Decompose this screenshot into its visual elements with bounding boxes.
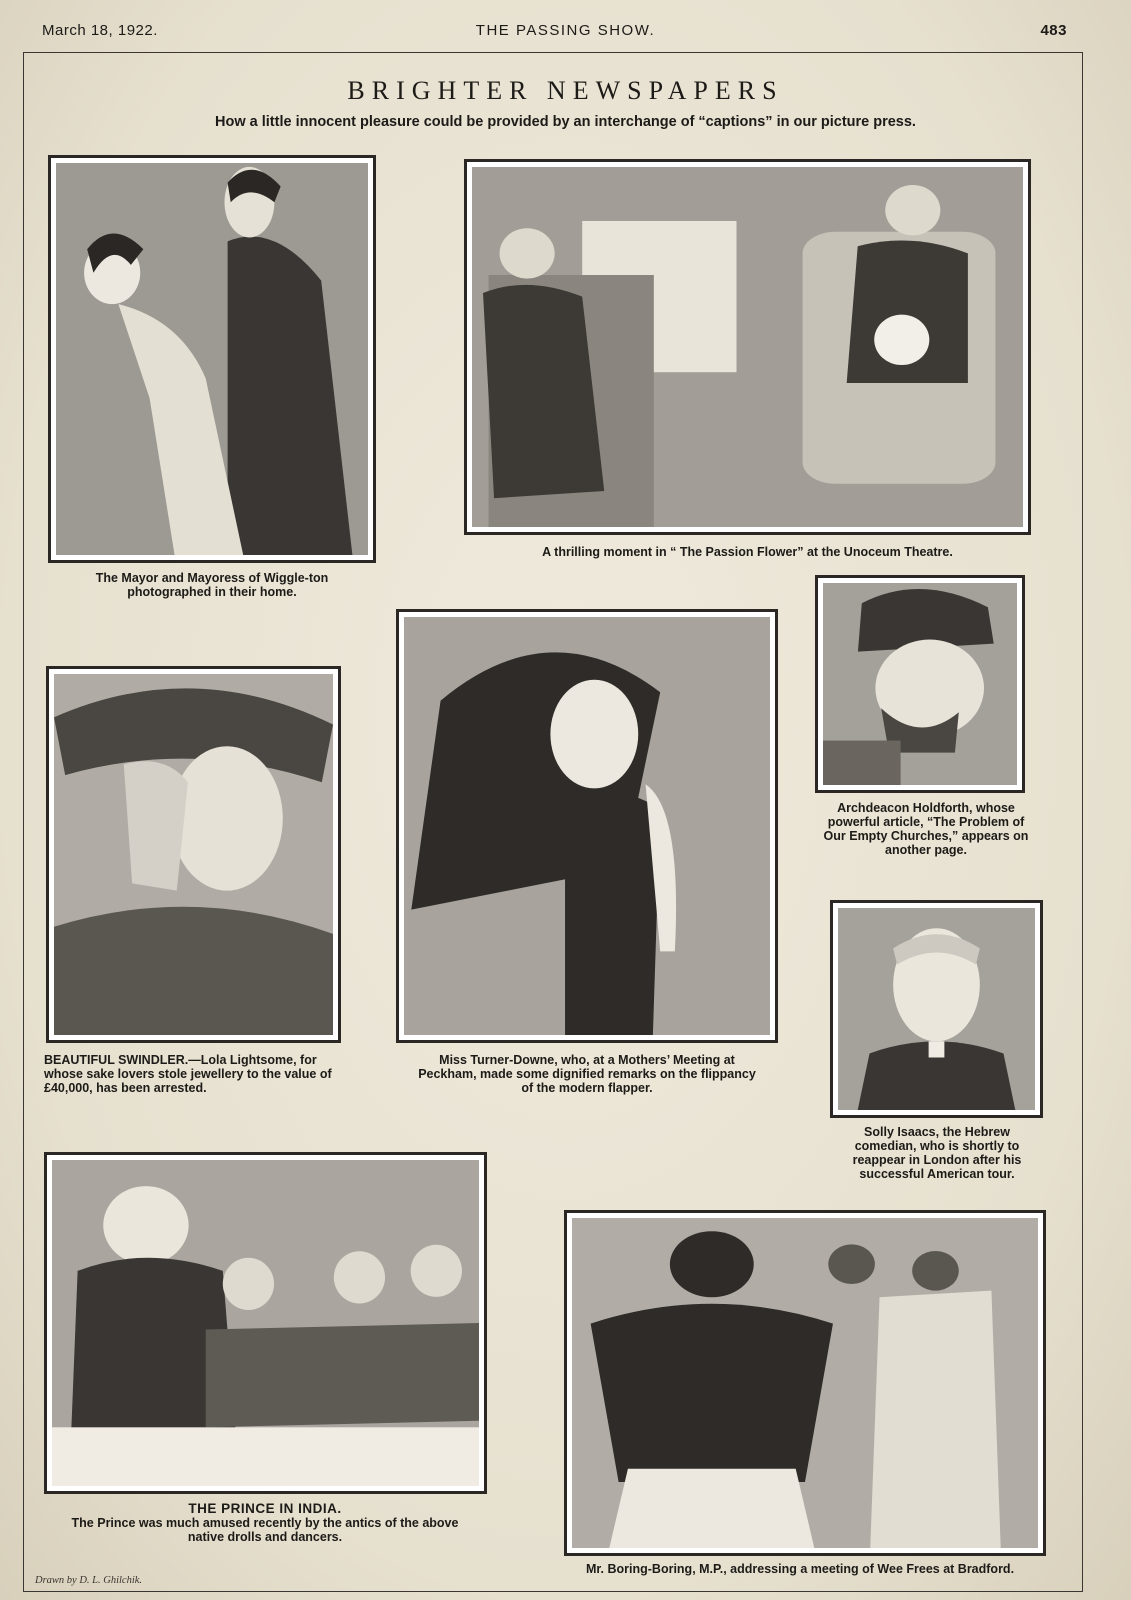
caption-prince-in-india	[60, 1502, 470, 1544]
caption-beautiful-swindler	[44, 1053, 344, 1095]
illustration-old-woman-in-hat	[46, 666, 341, 1043]
running-header-title: THE PASSING SHOW.	[475, 22, 656, 39]
caption-mr-boring-boring: Mr. Boring-Boring, M.P., addressing a meeting of Wee Frees at Bradford.	[585, 1562, 1015, 1576]
caption-solly-isaacs: Solly Isaacs, the Hebrew comedian, who is shortly to reappear in London after his successful American tour.	[852, 1125, 1022, 1181]
caption-swindler-body: —Lola Lightsome, for whose sake lovers stole jewellery to the value of £40,000, has been arrested.	[44, 1053, 332, 1095]
article-subtitle: How a little innocent pleasure could be provided by an interchange of “captions” in our picture press.	[215, 114, 916, 130]
illustration-flapper-woman	[396, 609, 778, 1043]
illustration-dancing-couple	[48, 155, 376, 563]
caption-mayor: The Mayor and Mayoress of Wiggle-ton photographed in their home.	[95, 571, 329, 599]
illustration-man-in-bowler-hat	[815, 575, 1025, 793]
illustration-clergyman	[830, 900, 1043, 1118]
caption-passion-flower: A thrilling moment in “ The Passion Flower” at the Unoceum Theatre.	[542, 545, 953, 559]
illustration-couple-in-armchairs	[464, 159, 1031, 535]
caption-prince-head: THE PRINCE IN INDIA.	[188, 1501, 342, 1516]
caption-turner-downe: Miss Turner-Downe, who, at a Mothers’ Meeting at Peckham, made some dignified remarks on the flippancy of the modern flapper.	[418, 1053, 756, 1095]
caption-prince-body: The Prince was much amused recently by the antics of the above native drolls and dancers.	[71, 1516, 459, 1544]
caption-swindler-head: BEAUTIFUL SWINDLER.	[44, 1053, 189, 1067]
illustration-gentlemen-group	[44, 1152, 487, 1494]
running-header-date: March 18, 1922.	[42, 22, 158, 39]
article-title: BRIGHTER NEWSPAPERS	[347, 76, 784, 105]
caption-archdeacon: Archdeacon Holdforth, whose powerful article, “The Problem of Our Empty Churches,” appears on another page.	[823, 801, 1029, 857]
illustration-stout-wrestler	[564, 1210, 1046, 1556]
artist-credit: Drawn by D. L. Ghilchik.	[35, 1575, 143, 1586]
page-number: 483	[1040, 22, 1067, 39]
